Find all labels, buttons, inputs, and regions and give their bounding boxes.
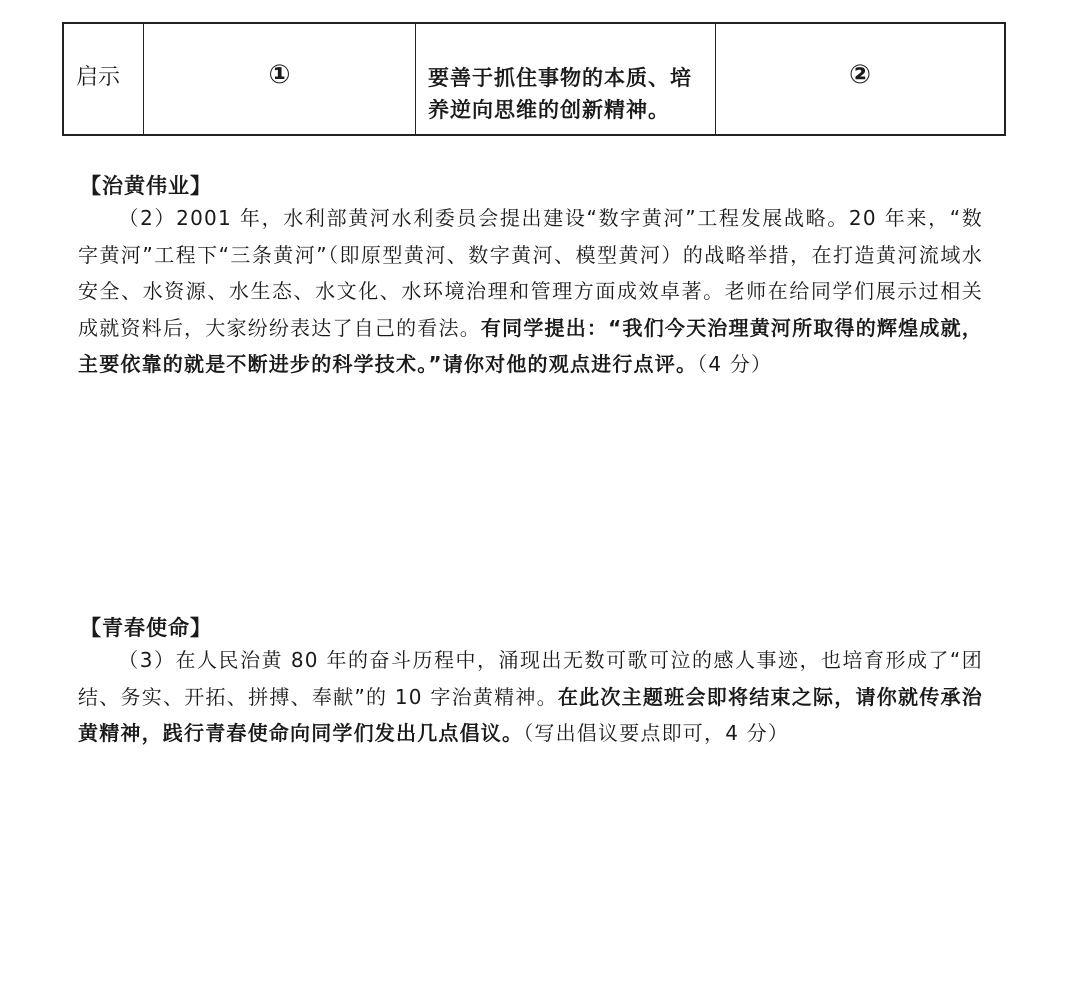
question-2-prompt: 有同学提出：“我们今天治理黄河所取得的辉煌成就，主要依靠的就是不断进步的科学技术。”请你对他的观点进行点评。 [78,315,983,376]
question-2-score: （4 分） [697,352,773,376]
blank-marker-2: ② [848,60,871,90]
blank-marker-1: ① [268,60,291,90]
section-title-youth: 【青春使命】 [80,616,212,640]
question-3-text: （3）在人民治黄 80 年的奋斗历程中，涌现出无数可歌可泣的感人事迹，也培育形成了“团结、务实、开拓、拼搏、奉献”的 10 字治黄精神。 [78,648,983,709]
question-3-score: （写出倡议要点即可，4 分） [523,721,790,745]
summary-table [62,22,1006,136]
question-3-prompt: 在此次主题班会即将结束之际，请你就传承治黄精神，践行青春使命向同学们发出几点倡议。 [78,684,984,745]
question-2-paragraph [78,200,983,383]
given-text-cell [416,24,716,134]
row-label: 启示 [76,65,121,90]
row-label-cell [64,24,144,134]
answer-blank-2-cell [716,24,1004,134]
answer-blank-1-cell [144,24,416,134]
section-title-governance: 【治黄伟业】 [80,174,212,198]
given-text: 要善于抓住事物的本质、培养逆向思维的创新精神。 [428,66,692,122]
question-2-text: （2）2001 年，水利部黄河水利委员会提出建设“数字黄河”工程发展战略。20 年来，“数字黄河”工程下“三条黄河”（即原型黄河、数字黄河、模型黄河）的战略举措，在打造黄河流域水安全、水资源、水生态、水文化、水环境治理和管理方面成效卓著。老师在给同学们展示过相关成就资料后，大家纷纷表达了自己的看法。 [78,206,983,340]
question-3-paragraph [78,642,983,752]
